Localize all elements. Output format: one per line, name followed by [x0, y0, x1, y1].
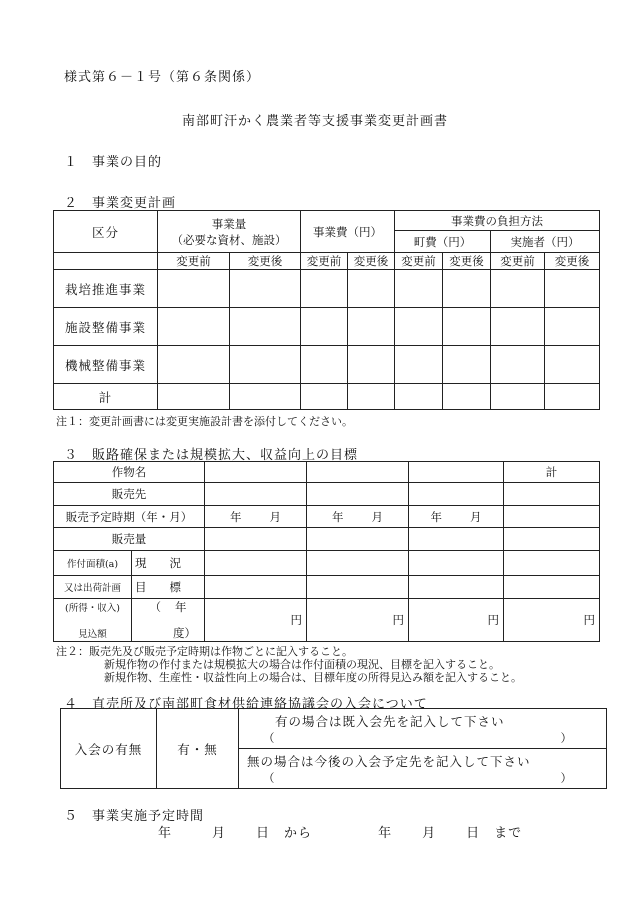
input-cell[interactable]	[504, 483, 600, 506]
before-header: 変更前	[395, 253, 443, 270]
input-cell[interactable]	[301, 270, 348, 308]
input-cell[interactable]	[205, 551, 307, 576]
input-cell[interactable]	[395, 270, 443, 308]
income-label: (所得・収入) 見込額	[54, 599, 132, 642]
input-cell[interactable]	[545, 346, 600, 384]
yes-no-choice[interactable]: 有・無	[157, 709, 239, 789]
form-number: 様式第６－１号（第６条関係）	[64, 70, 261, 85]
yen-cell[interactable]: 円	[504, 599, 600, 642]
row-label: 計	[54, 384, 158, 410]
input-cell[interactable]	[545, 308, 600, 346]
input-cell[interactable]	[230, 270, 301, 308]
input-cell[interactable]	[504, 506, 600, 528]
input-cell[interactable]	[409, 551, 504, 576]
before-header: 変更前	[301, 253, 348, 270]
section2-heading: ２ 事業変更計画	[64, 196, 177, 211]
input-cell[interactable]	[504, 576, 600, 599]
note-2-line: 新規作物の作付または規模拡大の場合は作付面積の現況、目標を記入すること。	[104, 658, 500, 671]
yes-cell[interactable]: 有の場合は既入会先を記入して下さい （ ）	[239, 709, 607, 749]
no-cell[interactable]: 無の場合は今後の入会予定先を記入して下さい （ ）	[239, 749, 607, 789]
implementer-header: 実施者（円）	[491, 231, 600, 253]
section4-heading: ４ 直売所及び南部町食材供給連絡協議会の入会について	[64, 697, 428, 712]
after-header: 変更後	[348, 253, 395, 270]
input-cell[interactable]	[545, 384, 600, 410]
input-cell[interactable]	[504, 551, 600, 576]
fiscal-year-cell[interactable]: （ 年 度）	[132, 599, 205, 642]
schedule-line: 年 月 日 から 年 月 日 まで	[158, 826, 523, 841]
date-cell[interactable]: 年 月	[307, 506, 409, 528]
row-label: 機械整備事業	[54, 346, 158, 384]
input-cell[interactable]	[301, 384, 348, 410]
input-cell[interactable]	[205, 576, 307, 599]
note-2: 注２：販売先及び販売予定時期は作物ごとに記入すること。	[56, 645, 353, 658]
document-title: 南部町汗かく農業者等支援事業変更計画書	[181, 114, 448, 129]
input-cell[interactable]	[307, 483, 409, 506]
sales-target-table	[53, 461, 600, 642]
target-label: 目 標	[132, 576, 205, 599]
input-cell[interactable]	[443, 308, 491, 346]
volume-label: 販売量	[54, 528, 205, 551]
section1-heading: １ 事業の目的	[64, 155, 163, 170]
input-cell[interactable]	[443, 270, 491, 308]
after-header: 変更後	[230, 253, 301, 270]
input-cell[interactable]	[205, 462, 307, 483]
before-header: 変更前	[158, 253, 230, 270]
shipment-label: 又は出荷計画	[54, 576, 132, 599]
input-cell[interactable]	[491, 384, 545, 410]
input-cell[interactable]	[205, 528, 307, 551]
input-cell[interactable]	[230, 384, 301, 410]
input-cell[interactable]	[491, 308, 545, 346]
yen-cell[interactable]: 円	[409, 599, 504, 642]
row-label: 栽培推進事業	[54, 270, 158, 308]
total-label: 計	[504, 462, 600, 483]
input-cell[interactable]	[307, 576, 409, 599]
input-cell[interactable]	[205, 483, 307, 506]
yen-cell[interactable]: 円	[307, 599, 409, 642]
input-cell[interactable]	[395, 308, 443, 346]
membership-table	[60, 708, 607, 789]
input-cell[interactable]	[230, 346, 301, 384]
section3-heading: ３ 販路確保または規模拡大、収益向上の目標	[64, 448, 359, 463]
input-cell[interactable]	[348, 270, 395, 308]
category-header: 区分	[54, 211, 158, 253]
membership-label: 入会の有無	[61, 709, 157, 789]
burden-header: 事業費の負担方法	[395, 211, 600, 231]
input-cell[interactable]	[409, 576, 504, 599]
yen-cell[interactable]: 円	[205, 599, 307, 642]
input-cell[interactable]	[158, 346, 230, 384]
input-cell[interactable]	[491, 346, 545, 384]
input-cell[interactable]	[409, 528, 504, 551]
input-cell[interactable]	[395, 384, 443, 410]
section5-heading: ５ 事業実施予定時間	[64, 809, 205, 824]
input-cell[interactable]	[545, 270, 600, 308]
input-cell[interactable]	[409, 483, 504, 506]
row-label: 施設整備事業	[54, 308, 158, 346]
note-2-line: 新規作物、生産性・収益性向上の場合は、目標年度の所得見込み額を記入すること。	[104, 671, 522, 684]
area-label: 作付面積(a)	[54, 551, 132, 576]
input-cell[interactable]	[409, 462, 504, 483]
amount-header: 事業量 （必要な資材、施設）	[158, 211, 301, 253]
date-cell[interactable]: 年 月	[205, 506, 307, 528]
crop-name-label: 作物名	[54, 462, 205, 483]
input-cell[interactable]	[158, 270, 230, 308]
input-cell[interactable]	[307, 528, 409, 551]
input-cell[interactable]	[307, 462, 409, 483]
cost-header: 事業費（円）	[301, 211, 395, 253]
input-cell[interactable]	[491, 270, 545, 308]
period-label: 販売予定時期（年・月）	[54, 506, 205, 528]
note-1: 注１：変更計画書には変更実施設計書を添付してください。	[56, 415, 353, 428]
input-cell[interactable]	[504, 528, 600, 551]
input-cell[interactable]	[348, 308, 395, 346]
current-label: 現 況	[132, 551, 205, 576]
input-cell[interactable]	[348, 346, 395, 384]
input-cell[interactable]	[230, 308, 301, 346]
buyer-label: 販売先	[54, 483, 205, 506]
before-header: 変更前	[491, 253, 545, 270]
after-header: 変更後	[443, 253, 491, 270]
input-cell[interactable]	[301, 346, 348, 384]
input-cell[interactable]	[395, 346, 443, 384]
input-cell[interactable]	[158, 384, 230, 410]
after-header: 変更後	[545, 253, 600, 270]
input-cell[interactable]	[443, 346, 491, 384]
input-cell[interactable]	[348, 384, 395, 410]
input-cell[interactable]	[158, 308, 230, 346]
town-cost-header: 町費（円）	[395, 231, 491, 253]
input-cell[interactable]	[443, 384, 491, 410]
input-cell[interactable]	[301, 308, 348, 346]
input-cell[interactable]	[307, 551, 409, 576]
date-cell[interactable]: 年 月	[409, 506, 504, 528]
plan-change-table	[53, 210, 600, 410]
